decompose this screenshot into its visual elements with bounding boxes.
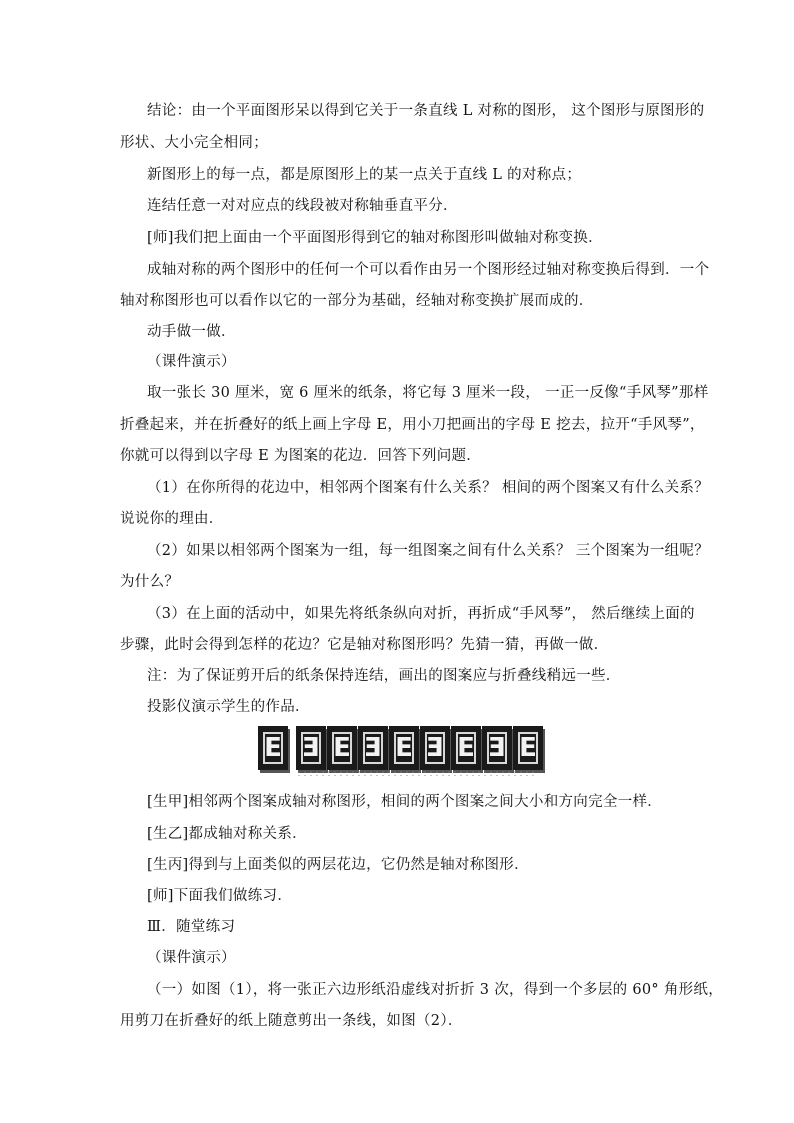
- question-1-line-2: 说说你的理由．: [120, 511, 224, 527]
- explanation-line-1: 成轴对称的两个图形中的任何一个可以看作由另一个图形经过轴对称变换后得到．一个: [147, 262, 710, 278]
- teacher-definition: [师]我们把上面由一个平面图形得到它的轴对称图形叫做轴对称变换．: [147, 230, 603, 246]
- letter-e-tile: [482, 726, 512, 770]
- letter-e-glyph: E: [457, 733, 475, 763]
- section-heading-practice: Ⅲ．随堂练习: [147, 919, 236, 935]
- teacher-exercise-prompt: [师]下面我们做练习．: [147, 888, 293, 904]
- question-3-line-2: 步骤，此时会得到怎样的花边？它是轴对称图形吗？先猜一猜，再做一做．: [120, 637, 609, 653]
- exercise-1-line-2: 用剪刀在折叠好的纸上随意剪出一条线，如图（2）．: [120, 1013, 463, 1029]
- student-a-answer: [生甲]相邻两个图案成轴对称图形，相间的两个图案之间大小和方向完全一样．: [147, 794, 663, 810]
- student-b-answer: [生乙]都成轴对称关系．: [147, 826, 307, 842]
- letter-e-glyph: E: [264, 733, 282, 763]
- conclusion-segment-line: 连结任意一对对应点的线段被对称轴垂直平分．: [147, 198, 458, 214]
- conclusion-point-line: 新图形上的每一点，都是原图形上的某一点关于直线 L 的对称点；: [147, 167, 582, 183]
- task-line-3: 你就可以得到以字母 E 为图案的花边．回答下列问题．: [120, 448, 482, 464]
- question-3-line-1: （3）在上面的活动中，如果先将纸条纵向对折，再折成“手风琴”， 然后继续上面的: [147, 606, 695, 622]
- explanation-line-2: 轴对称图形也可以看作以它的一部分为基础，经轴对称变换扩展而成的．: [120, 293, 594, 309]
- letter-e-glyph: E: [364, 733, 382, 763]
- letter-e-tile: [420, 726, 450, 770]
- task-line-2: 折叠起来，并在折叠好的纸上画上字母 E，用小刀把画出的字母 E 挖去，拉开“手风琴”，: [120, 417, 705, 433]
- question-2-line-2: 为什么？: [120, 574, 180, 590]
- letter-e-tile: [451, 726, 481, 770]
- conclusion-line-2: 形状、大小完全相同；: [120, 135, 268, 151]
- student-c-answer: [生丙]得到与上面类似的两层花边，它仍然是轴对称图形．: [147, 857, 529, 873]
- task-line-1: 取一张长 30 厘米，宽 6 厘米的纸条，将它每 3 厘米一段， 一正一反像“手风琴”那样: [147, 385, 709, 401]
- letter-e-tile: [389, 726, 419, 770]
- letter-e-glyph: E: [395, 733, 413, 763]
- letter-e-glyph: E: [519, 733, 537, 763]
- activity-heading: 动手做一做．: [147, 324, 236, 340]
- question-2-line-1: （2）如果以相邻两个图案为一组，每一组图案之间有什么关系？ 三个图案为一组呢？: [147, 543, 710, 559]
- letter-e-glyph: E: [302, 733, 320, 763]
- letter-e-tile: [358, 726, 388, 770]
- letter-e-border-figure: [256, 724, 538, 776]
- projector-line: 投影仪演示学生的作品．: [147, 699, 310, 715]
- conclusion-line-1: 结论：由一个平面图形呆以得到它关于一条直线 L 对称的图形， 这个图形与原图形的: [147, 103, 705, 119]
- letter-e-tile: [258, 726, 288, 770]
- letter-e-glyph: E: [488, 733, 506, 763]
- letter-e-glyph: E: [333, 733, 351, 763]
- note-line: 注：为了保证剪开后的纸条保持连结，画出的图案应与折叠线稍远一些．: [147, 668, 621, 684]
- courseware-demo-label-2: （课件演示）: [147, 950, 236, 966]
- exercise-1-line-1: （一）如图（1），将一张正六边形纸沿虚线对折折 3 次，得到一个多层的 60° 角形纸，: [147, 982, 724, 998]
- question-1-line-1: （1）在你所得的花边中，相邻两个图案有什么关系？ 相间的两个图案又有什么关系？: [147, 480, 710, 496]
- courseware-demo-label: （课件演示）: [147, 354, 236, 370]
- letter-e-glyph: E: [426, 733, 444, 763]
- letter-e-tile: [327, 726, 357, 770]
- letter-e-tile: [296, 726, 326, 770]
- letter-e-tile: [513, 726, 543, 770]
